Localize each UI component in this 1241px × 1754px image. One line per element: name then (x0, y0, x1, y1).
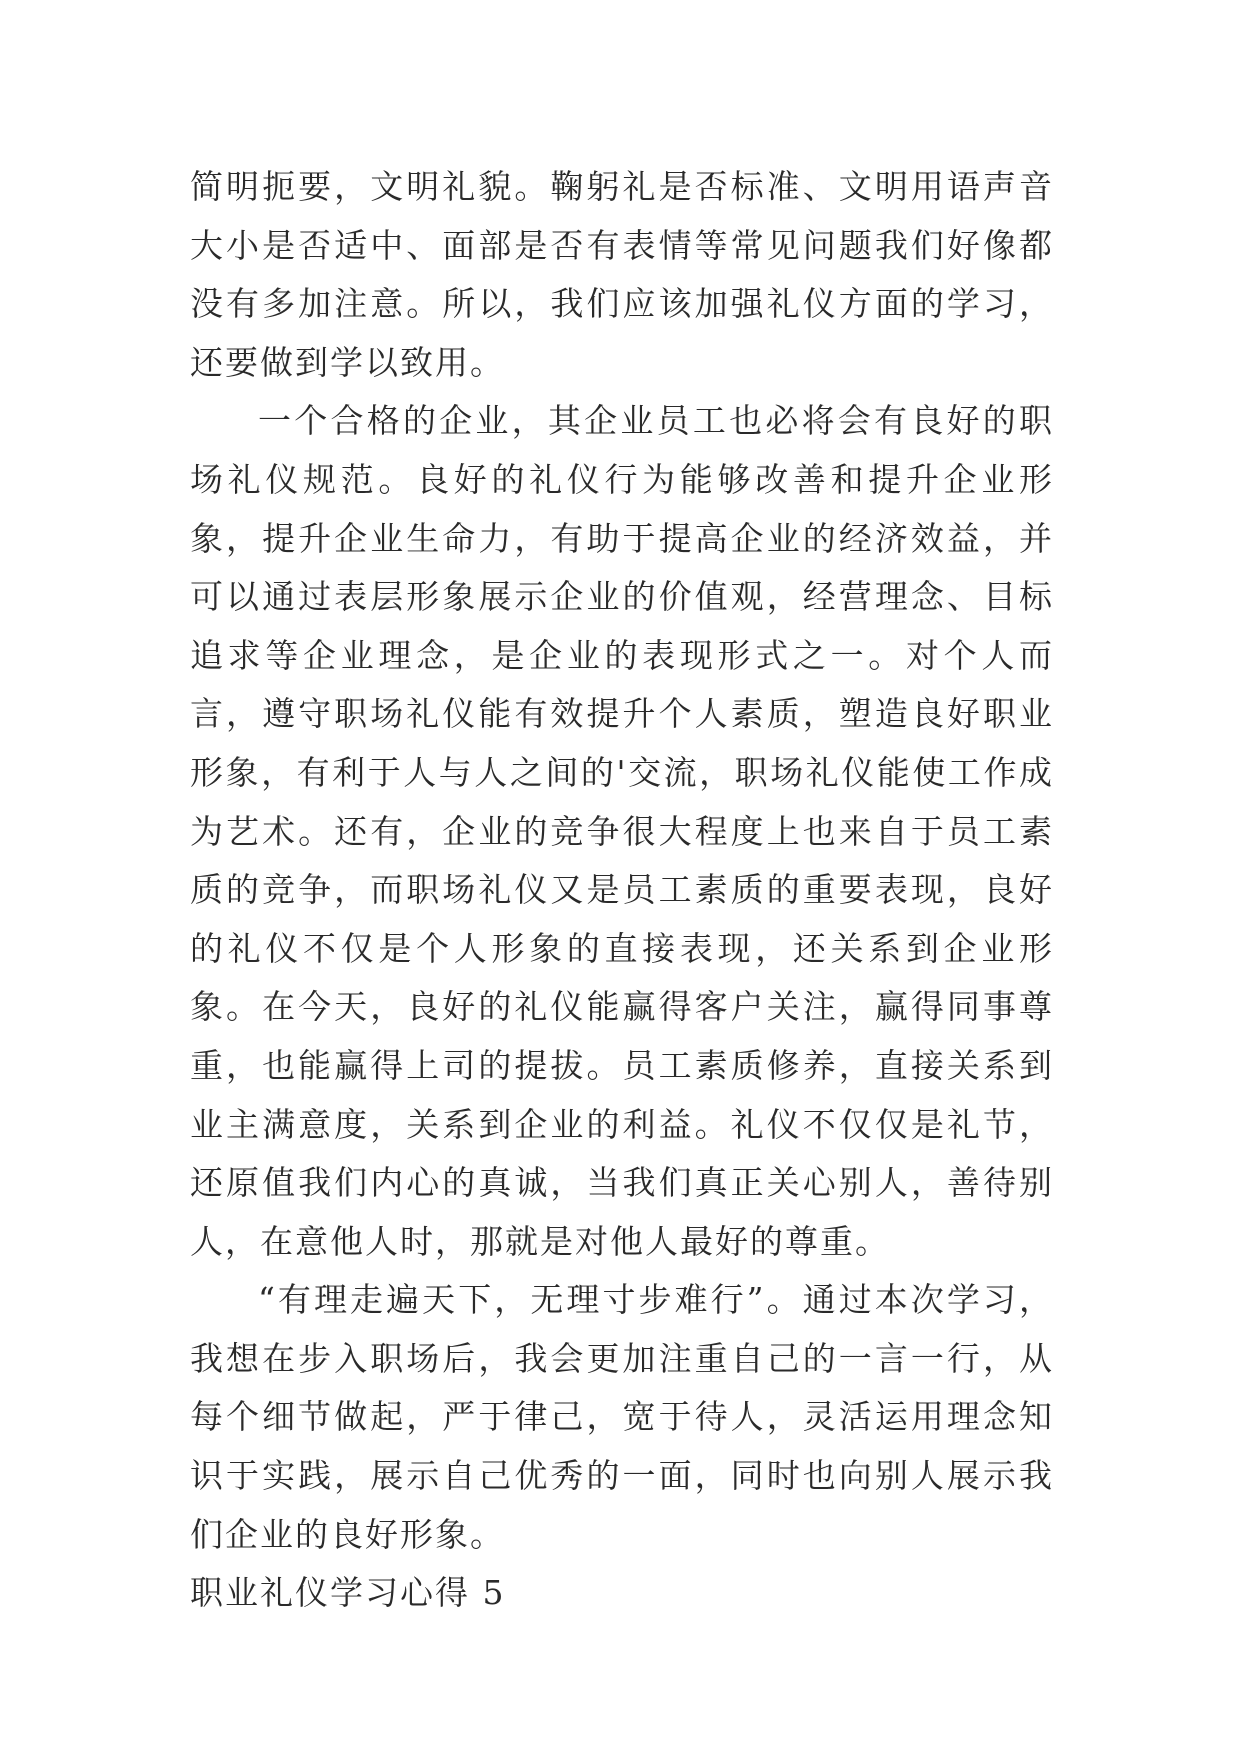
section-heading: 职业礼仪学习心得 5 (190, 1573, 506, 1613)
document-body (190, 158, 1054, 1623)
paragraph-2: 一个合格的企业，其企业员工也必将会有良好的职场礼仪规范。良好的礼仪行为能够改善和提升企业形象，提升企业生命力，有助于提高企业的经济效益，并可以通过表层形象展示企业的价值观，经营理念、目标追求等企业理念，是企业的表现形式之一。对个人而言，遵守职场礼仪能有效提升个人素质，塑造良好职业形象，有利于人与人之间的'交流，职场礼仪能使工作成为艺术。还有，企业的竞争很大程度上也来自于员工素质的竞争，而职场礼仪又是员工素质的重要表现，良好的礼仪不仅是个人形象的直接表现，还关系到企业形象。在今天，良好的礼仪能赢得客户关注，赢得同事尊重，也能赢得上司的提拔。员工素质修养，直接关系到业主满意度，关系到企业的利益。礼仪不仅仅是礼节，还原值我们内心的真诚，当我们真正关心别人，善待别人，在意他人时，那就是对他人最好的尊重。 (190, 401, 1054, 1261)
paragraph-1: 简明扼要，文明礼貌。鞠躬礼是否标准、文明用语声音大小是否适中、面部是否有表情等常见问题我们好像都没有多加注意。所以，我们应该加强礼仪方面的学习，还要做到学以致用。 (190, 167, 1054, 382)
paragraph-3: “有理走遍天下，无理寸步难行”。通过本次学习，我想在步入职场后，我会更加注重自己的一言一行，从每个细节做起，严于律己，宽于待人，灵活运用理念知识于实践，展示自己优秀的一面，同时也向别人展示我们企业的良好形象。 (190, 1280, 1054, 1554)
